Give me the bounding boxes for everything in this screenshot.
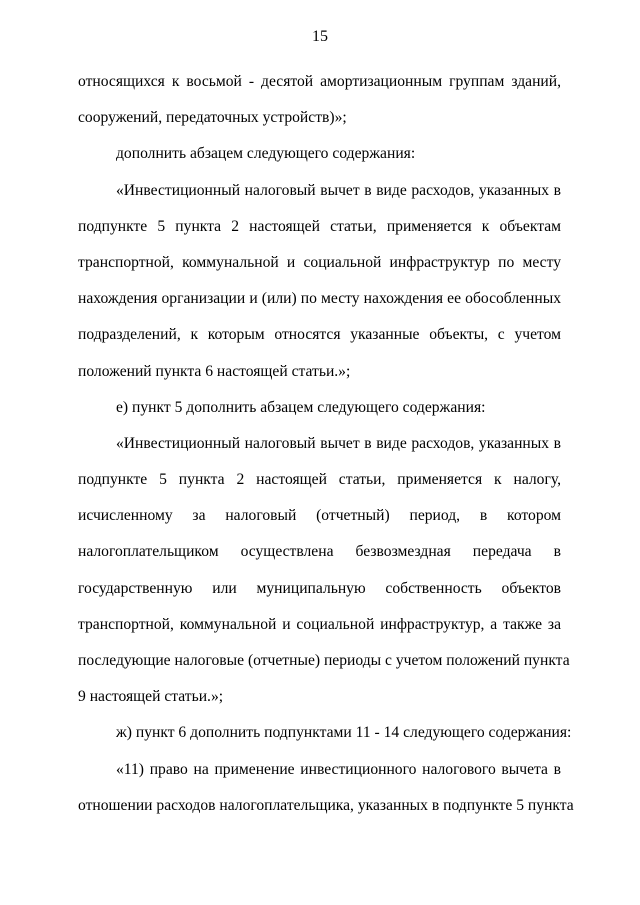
text-line: сооружений, передаточных устройств)»; [78, 109, 347, 127]
text-line: «Инвестиционный налоговый вычет в виде расходов, указанных в [116, 181, 561, 199]
text-line: отношении расходов налогоплательщика, указанных в подпункте 5 пункта [78, 796, 574, 814]
text-line: относящихся к восьмой - десятой амортизационным группам зданий, [78, 73, 561, 90]
text-line: е) пункт 5 дополнить абзацем следующего содержания: [116, 398, 486, 416]
paragraph [78, 752, 574, 824]
text-line: налогоплательщиком осуществлена безвозмездная передача в [78, 543, 561, 561]
paragraph [78, 173, 561, 390]
text-line: последующие налоговые (отчетные) периоды с учетом положений пункта [78, 652, 570, 669]
text-line: подпункте 5 пункта 2 настоящей статьи, применяется к налогу, [78, 471, 561, 489]
text-line: транспортной, коммунальной и социальной инфраструктур, а также за [78, 615, 561, 633]
text-line: ж) пункт 6 дополнить подпунктами 11 - 14 следующего содержания: [116, 724, 572, 742]
text-line: 9 настоящей статьи.»; [78, 688, 224, 706]
paragraph [78, 426, 570, 716]
text-line: исчисленному за налоговый (отчетный) период, в котором [78, 507, 561, 525]
page-number: 15 [312, 28, 328, 45]
document-body [78, 64, 574, 824]
paragraph [78, 64, 561, 136]
text-line: подразделений, к которым относятся указанные объекты, с учетом [78, 326, 561, 344]
paragraph [78, 715, 572, 751]
paragraph [78, 390, 561, 426]
paragraph [78, 136, 561, 172]
text-line: нахождения организации и (или) по месту нахождения ее обособленных [78, 290, 561, 308]
text-line: государственную или муниципальную собственность объектов [78, 579, 561, 597]
text-line: «Инвестиционный налоговый вычет в виде расходов, указанных в [116, 434, 561, 452]
text-line: «11) право на применение инвестиционного налогового вычета в [116, 760, 561, 778]
text-line: транспортной, коммунальной и социальной инфраструктур по месту [78, 253, 561, 271]
text-line: дополнить абзацем следующего содержания: [116, 145, 416, 163]
text-line: положений пункта 6 настоящей статьи.»; [78, 362, 351, 380]
text-line: подпункте 5 пункта 2 настоящей статьи, применяется к объектам [78, 217, 561, 235]
